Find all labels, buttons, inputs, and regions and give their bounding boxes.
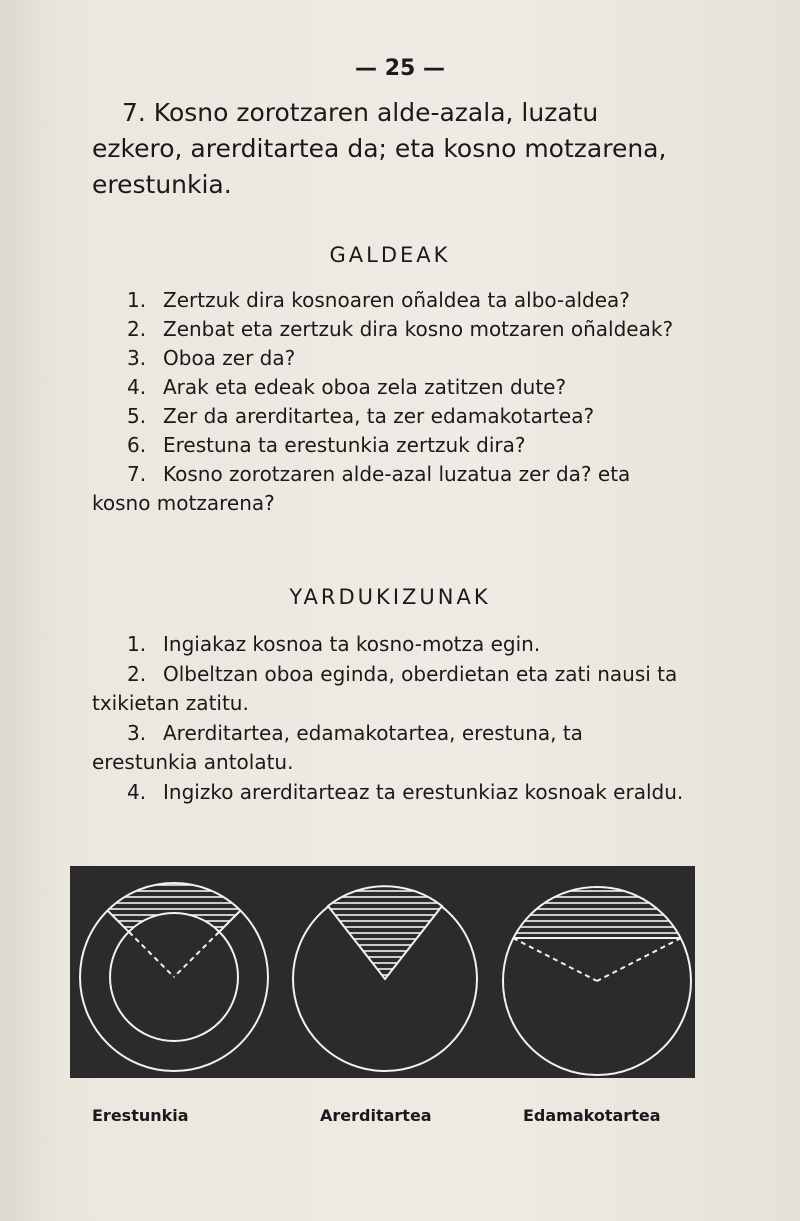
list-item: [92, 344, 684, 373]
item-number: 2.: [127, 317, 147, 341]
item-number: 6.: [127, 433, 147, 457]
list-item: [92, 373, 684, 402]
paragraph-line: erestunkia.: [92, 170, 232, 199]
yardukizunak-list: [92, 630, 684, 807]
galdeak-list: [92, 286, 684, 518]
item-number: 1.: [127, 632, 147, 656]
erestunkia-diagram: [80, 882, 268, 1071]
list-item: [92, 402, 684, 431]
galdeak-heading: GALDEAK: [329, 243, 451, 267]
item-text: Ingizko arerditarteaz ta erestunkiaz kosnoak eraldu.: [163, 779, 684, 804]
item-text: Erestuna ta erestunkia zertzuk dira?: [163, 433, 526, 457]
item-number: 3.: [127, 720, 147, 745]
item-number: 7.: [127, 462, 147, 486]
item-text: Kosno zorotzaren alde-azal luzatua zer da? eta kosno motzarena?: [92, 462, 631, 515]
paragraph-line: ezkero, arerditartea da; eta kosno motzarena,: [92, 134, 667, 163]
caption-arerditartea: Arerditartea: [320, 1106, 432, 1125]
item-text: Zer da arerditartea, ta zer edamakotartea?: [163, 404, 595, 428]
paragraph-line: 7. Kosno zorotzaren alde-azala, luzatu: [122, 98, 599, 127]
caption-erestunkia: Erestunkia: [92, 1106, 189, 1125]
list-item: [92, 286, 684, 315]
item-text: Olbeltzan oboa eginda, oberdietan eta zati nausi ta txikietan zatitu.: [92, 661, 678, 715]
list-item: [92, 778, 684, 808]
item-number: 1.: [127, 288, 147, 312]
circle-sectors-figure: [70, 866, 695, 1078]
item-number: 4.: [127, 375, 147, 399]
list-item: [92, 460, 684, 518]
item-text: Arerditartea, edamakotartea, erestuna, ta erestunkia antolatu.: [92, 720, 583, 774]
item-number: 2.: [127, 661, 147, 686]
item-text: Ingiakaz kosnoa ta kosno-motza egin.: [163, 632, 541, 656]
caption-edamakotartea: Edamakotartea: [523, 1106, 661, 1125]
list-item: [92, 630, 684, 660]
item-number: 4.: [127, 779, 147, 804]
item-number: 3.: [127, 346, 147, 370]
item-text: Zenbat eta zertzuk dira kosno motzaren oñaldeak?: [163, 317, 674, 341]
figure-drawing: [70, 866, 695, 1078]
item-text: Arak eta edeak oboa zela zatitzen dute?: [163, 375, 567, 399]
item-text: Zertzuk dira kosnoaren oñaldea ta albo-aldea?: [163, 288, 630, 312]
list-item: [92, 719, 684, 778]
page-number: — 25 —: [355, 56, 445, 81]
arerditartea-diagram: [293, 886, 477, 1071]
list-item: [92, 660, 684, 719]
item-text: Oboa zer da?: [163, 346, 296, 370]
list-item: [92, 315, 684, 344]
item-7-paragraph: [92, 95, 684, 203]
edamakotartea-diagram: [503, 886, 691, 1075]
item-number: 5.: [127, 404, 147, 428]
yardukizunak-heading: YARDUKIZUNAK: [289, 585, 491, 609]
list-item: [92, 431, 684, 460]
